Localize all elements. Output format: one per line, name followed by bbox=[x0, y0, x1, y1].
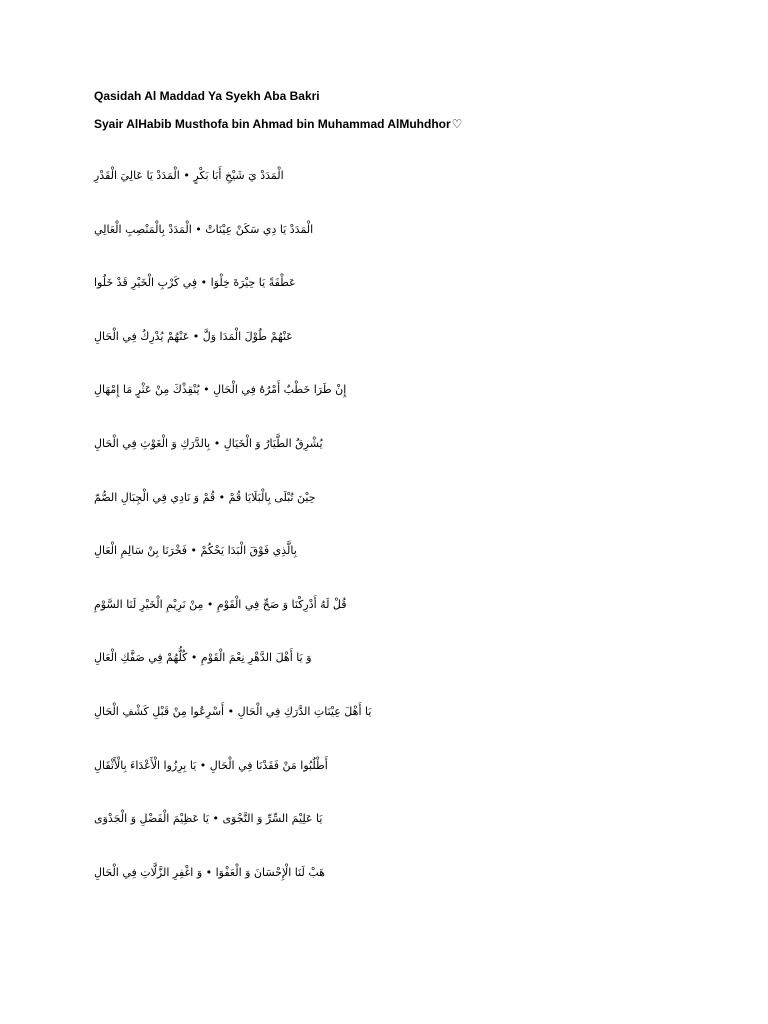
verse-line bbox=[94, 696, 372, 726]
author-text: Syair AlHabib Musthofa bin Ahmad bin Muhammad AlMuhdhor bbox=[94, 117, 451, 131]
verse-text: هَبْ لَنَا الْإِحْسَانَ وَ الْعَفْوَا • وَ اغْفِرِ الزَّلَّاتِ فِي الْحَالِ bbox=[94, 865, 325, 879]
verse-line bbox=[94, 857, 344, 887]
verse-line bbox=[94, 321, 344, 351]
verse-line bbox=[94, 803, 344, 833]
verse-line bbox=[94, 482, 344, 512]
document-title bbox=[94, 88, 320, 104]
verse-text: وَ يَا أَهْلَ الدَّهْرِ نِعْمَ الْقَوْمِ • كُلُّهُمْ فِي صَفَّكِ الْعَالِ bbox=[94, 651, 312, 665]
verse-line bbox=[94, 214, 344, 244]
verse-text: يَا أَهْلَ عِيْنَاتِ الدَّرَكِ فِي الْحَالِ • أَسْرِعُوا مِنْ قَبْلِ كَشْفِ الْحَالِ bbox=[94, 705, 372, 718]
heart-icon: ♡ bbox=[451, 117, 463, 131]
verse-text: عَنْهُمْ طُوْلَ الْمَدَا وَلَّ • عَنْهُمْ يُدْرِكُ فِي الْحَالِ bbox=[94, 329, 293, 343]
verse-line bbox=[94, 267, 344, 297]
verse-text: قُلْ لَهُ أَدْرِكْنَا وَ صَحِّ فِي الْقَوْمِ • مِنْ نَرِيْمِ الْخَيْرِ لَنَا السَّوْمِ bbox=[94, 597, 347, 611]
verse-text: يَا عَلِيْمَ السِّرِّ وَ النَّجْوَى • يَا عَظِيْمَ الْفَضْلِ وَ الْجَدْوَى bbox=[94, 812, 323, 826]
document-author bbox=[94, 116, 462, 132]
verse-text: عَطْفَةً يَا حِيْرَةَ خِلْوَا • فِي كَرْبِ الْخَيْرِ قَدْ خَلُوا bbox=[94, 276, 296, 290]
verse-text: الْمَدَدْ يَ شَيْخِ أَبَا بَكْرٍ • الْمَدَدْ يَا عَالِيَ الْقَدْرِ bbox=[94, 169, 284, 182]
verse-text: بِالَّذِي فَوْقَ الْبَدَا يَحْكُمْ • فَخْرَنَا بِنْ سَالِمِ الْعَالِ bbox=[94, 544, 297, 558]
verse-line bbox=[94, 750, 344, 780]
verse-line bbox=[94, 428, 344, 458]
verse-text: إِنْ طَرَا خَطْبٌ أَمْرُهُ فِي الْحَالِ • يُنْقِذْكَ مِنْ عَثْرٍ مَا إِمْهَالِ bbox=[94, 383, 347, 397]
verse-text: حِيْنَ تُبْلَى بِالْبَلَايَا قُمْ • قُمْ وَ نَادِي فِي الْجِبَالِ الصُّمّ bbox=[94, 490, 316, 504]
verse-text: يُشْرِقُ الطَّيَارُ وَ الْخَيَالِ • بِالدَّرَكِ وَ الْغَوْثِ فِي الْحَالِ bbox=[94, 437, 323, 450]
verse-line bbox=[94, 589, 347, 619]
verse-line bbox=[94, 535, 344, 565]
verse-text: أَطْلُبُوا مَنْ فَقَدْنَا فِي الْحَالِ • يَا بِرِزُوا الْأَعْدَاءَ بِالْأَثْقَالِ bbox=[94, 758, 328, 772]
verse-line bbox=[94, 160, 344, 190]
title-text: Qasidah Al Maddad Ya Syekh Aba Bakri bbox=[94, 89, 320, 103]
verse-line bbox=[94, 642, 344, 672]
verse-text: الْمَدَدْ يَا دِي سَكَنْ عِيْنَاتْ • الْمَدَدْ بِالْمَنْصِبِ الْعَالِي bbox=[94, 222, 314, 236]
verse-line bbox=[94, 374, 347, 404]
